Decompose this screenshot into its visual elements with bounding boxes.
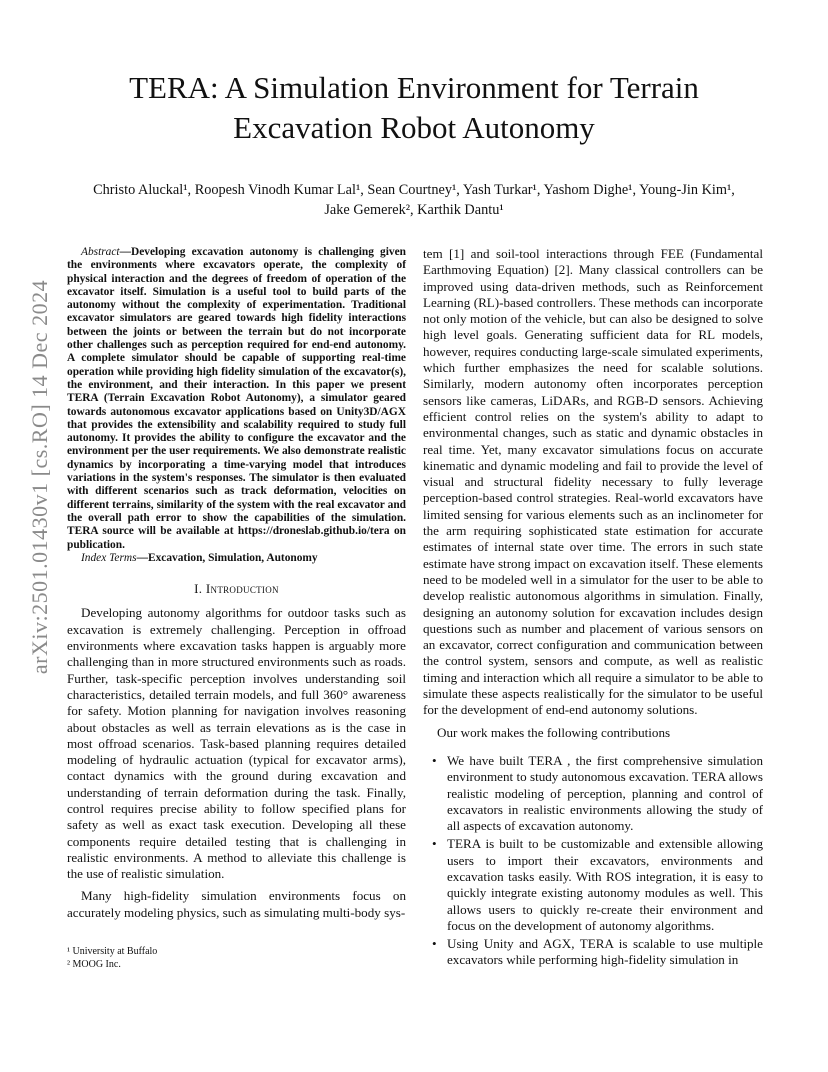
index-terms bbox=[67, 552, 406, 565]
list-item bbox=[423, 836, 763, 934]
contributions-intro: Our work makes the following contributions bbox=[437, 724, 671, 740]
bullet-icon: • bbox=[432, 836, 437, 852]
list-item bbox=[423, 753, 763, 834]
section-heading-introduction: I. Introduction bbox=[194, 581, 279, 597]
footnote-affiliation-1: ¹ University at Buffalo bbox=[67, 946, 158, 957]
contribution-text: TERA is built to be customizable and extensible allowing users to import their excavators, environments and excavation tasks easily. With ROS integration, it is easy to quickly integrate existing autonomy modules as well. This allows users to quickly re-create their environment and focus on the development of autonomy algorithms. bbox=[447, 836, 763, 933]
authors-line-1: Christo Aluckal¹, Roopesh Vinodh Kumar Lal¹, Sean Courtney¹, Yash Turkar¹, Yashom Dighe¹, Young-Jin Kim¹, bbox=[93, 182, 735, 198]
right-column bbox=[423, 246, 763, 971]
title-line-2: Excavation Robot Autonomy bbox=[233, 110, 595, 145]
title-line-1: TERA: A Simulation Environment for Terrain bbox=[129, 70, 699, 105]
index-terms-label: Index Terms bbox=[81, 551, 137, 564]
arxiv-side-stamp: arXiv:2501.01430v1 [cs.RO] 14 Dec 2024 bbox=[27, 279, 52, 675]
bullet-icon: • bbox=[432, 936, 437, 952]
bullet-icon: • bbox=[432, 752, 437, 768]
index-terms-text: —Excavation, Simulation, Autonomy bbox=[136, 551, 318, 564]
abstract-text: —Developing excavation autonomy is challenging given the environments where excavators operate, the complexity of physical interaction and the degrees of freedom of operation of the excavator itself. Simulation is a useful tool to build parts of the autonomy without the complexity of experimentation. Traditional excavator simulators are geared towards high fidelity interactions between the joints or between the terrain but do not incorporate other challenges such as perception required for end-end autonomy. A complete simulator should be capable of supporting real-time operation while providing high fidelity simulation of the excavator(s), the environment, and their interaction. In this paper we present TERA (Terrain Excavation Robot Autonomy), a simulator geared towards autonomous excavator applications based on Unity3D/AGX that provides the extensibility and scalability required to study full autonomy. It provides the ability to configure the excavator and the environment per the user requirements. We also demonstrate realistic dynamics by incorporating a time-varying model that introduces variations in the system's responses. The simulator is then evaluated with different scenarios such as track deformation, velocities on different terrains, similarity of the system with the real excavator and the overall path error to show the capabilities of the simulation. TERA source will be available at https://droneslab.github.io/tera on publication. bbox=[67, 246, 406, 551]
list-item bbox=[423, 936, 763, 969]
footnotes bbox=[67, 945, 406, 971]
footnote-affiliation-2: ² MOOG Inc. bbox=[67, 959, 121, 970]
author-list bbox=[60, 180, 768, 220]
intro-paragraph-2: Many high-fidelity simulation environments focus on accurately modeling physics, such as simulating multi-body sys- bbox=[67, 888, 406, 920]
body-paragraph-continued: tem [1] and soil-tool interactions through FEE (Fundamental Earthmoving Equation) [2]. Many classical controllers can be improved using data-driven methods, such as Reinforcement Learning (RL)-based controllers. These methods can incorporate not only motion of the vehicle, but can also be designed to solve high level goals. Generating sufficient data for RL models, however, requires conducting large-scale simulated experiments, which further emphasizes the need for scalable solutions. Similarly, modern autonomy often incorporates perception sensors like cameras, LiDARs, and RGB-D sensors. Achieving efficient control relies on the system's ability to adapt to environmental changes, such as static and dynamic obstacles in real time. Yet, many excavator simulations focus on accurate kinematic and dynamic modeling and fail to provide the level of visual and structural fidelity necessary to fully leverage perception-based control strategies. Real-world excavators have limited sensing for various elements such as an inclinometer for the arm requiring sophisticated state estimation for accurate estimates of internal state over time. The errors in such state estimate have strong impact on excavation itself. These elements need to be modeled well in a simulator for the user to be able to develop realistic autonomous algorithms in simulation. Finally, designing an autonomy solution for excavation includes design questions such as number and placement of various sensors on an excavator, correct configuration and communication between the control system, sensors and compute, as well as realistic timing and interaction which all require a simulator to be able to simulate these aspects realistically for the simulator to be useful for the development of end-end autonomy solutions. bbox=[423, 246, 763, 718]
intro-paragraph-1: Developing autonomy algorithms for outdoor tasks such as excavation is extremely challenging. Perception in offroad environments where excavation tasks happen is arguably more challenging than in more structured environments such as roads. Further, task-specific perception involves understanding soil characteristics, detailed terrain models, and full 360° awareness for safety. Motion planning for navigation involves reasoning about obstacles as well as terrain elevations as is the case in most offroad scenarios. Task-based planning requires detailed modeling of hydraulic actuation (typical for excavator arms), contact dynamics with the ground during excavation and understanding of terrain deformation during the task. Finally, control requires precise ability to follow specified plans for safety as well as exact task execution. Developing all these components require detailed testing that is challenging in realistic environments. A method to alleviate this challenge is the use of realistic simulation. bbox=[67, 605, 406, 882]
paper-title bbox=[60, 68, 768, 148]
contribution-text: Using Unity and AGX, TERA is scalable to use multiple excavators while performing high-fidelity simulation in bbox=[447, 936, 763, 968]
authors-line-2: Jake Gemerek², Karthik Dantu¹ bbox=[324, 202, 504, 218]
abstract bbox=[67, 246, 406, 552]
left-column bbox=[67, 246, 406, 921]
contributions-list bbox=[423, 753, 763, 969]
contribution-text: We have built TERA , the first comprehensive simulation environment to study autonomous excavation. TERA allows realistic modeling of perception, planning and control of excavators in realistic environments allowing the study of all aspects of excavation autonomy. bbox=[447, 752, 763, 834]
abstract-label: Abstract bbox=[81, 246, 120, 258]
